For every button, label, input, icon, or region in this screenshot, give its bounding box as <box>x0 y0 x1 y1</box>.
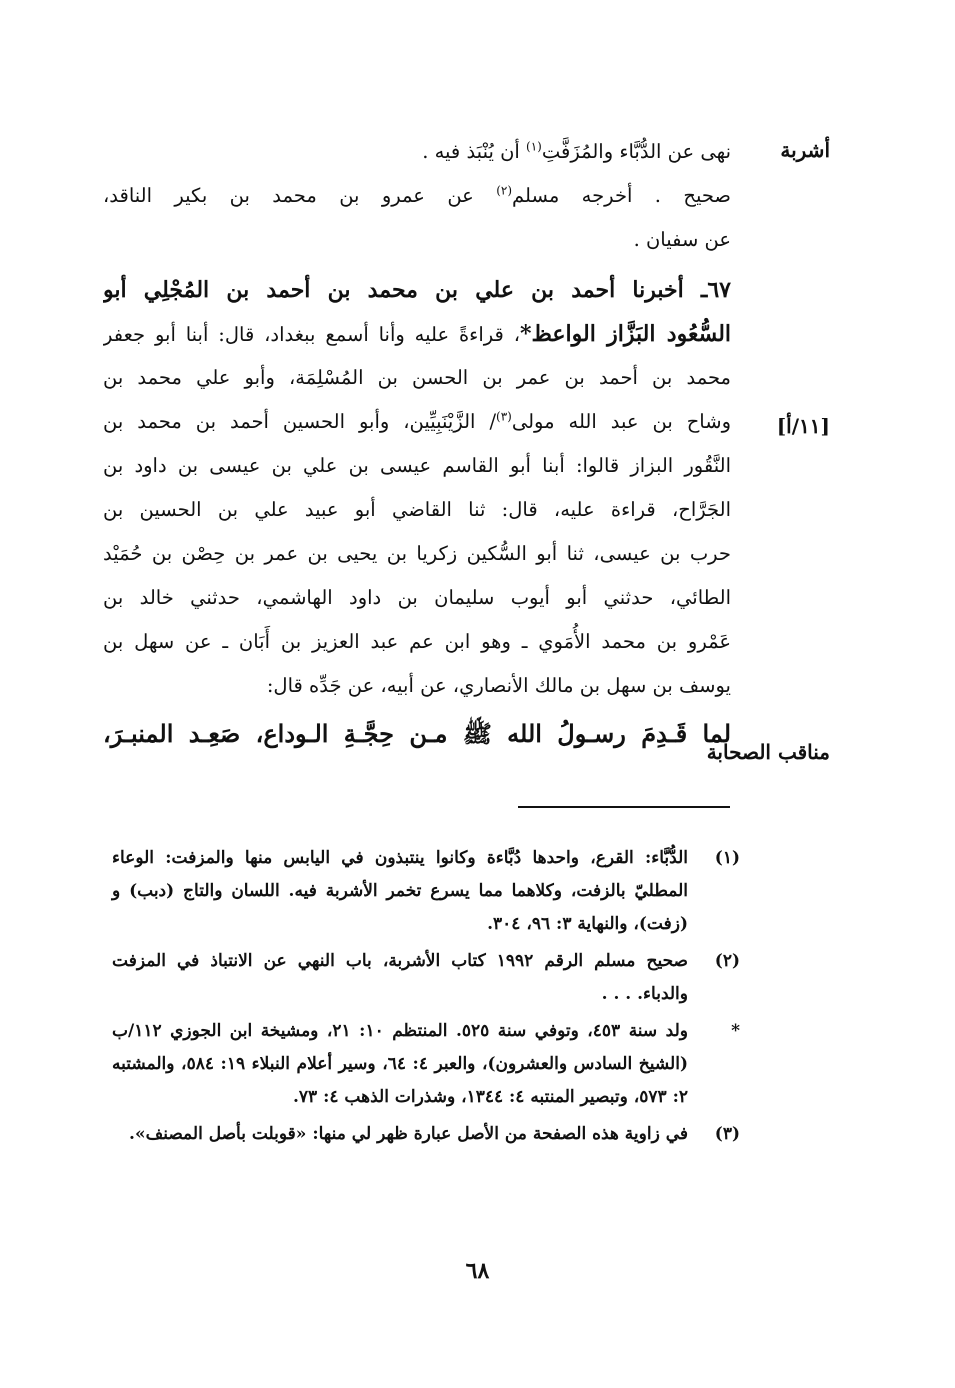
margin-note-folio: [١١/أ] <box>776 414 830 438</box>
text-line-1: نهى عن الدُّبَّاء والمُزَفَّتِ$^{(١)}$ أن يُنْبَذ فيه . <box>422 139 731 163</box>
footnote-number: (٢) <box>714 951 740 971</box>
footnote-number: * <box>731 1021 740 1041</box>
footnote-text: الدُّبَّاء: القرع، واحدها دُبَّاءة وكانوا ينتبذون في اليابس منها والمزفت: الوعاء المطليّ بالزفت، وكلاهما مما يسرع تخمر الأشربة فيه. اللسان والتاج (دبب) و (زفت)، والنهاية ٣: ٩٦، ٣٠٤. <box>112 848 688 934</box>
footnote-ref-3[interactable]: (٣) <box>496 409 512 424</box>
isnad-line-2: وشاح بن عبد الله مولى$^{(٣)}$/ الزَّيْنَبِيِّين، وأبو الحسين أحمد بن محمد بن <box>103 409 731 433</box>
isnad-line-4: الجَرَّاح، قراءة عليه، قال: ثنا القاضي أبو عبيد علي بن الحسين بن <box>103 498 731 521</box>
margin-note-manaqib: مناقب الصحابة <box>706 740 830 764</box>
isnad-line-6: الطائي، حدثني أبو أيوب سليمان بن داود الهاشمي، حدثني خالد بن <box>103 586 731 609</box>
footnotes <box>112 842 740 1155</box>
footnote-separator <box>518 806 730 808</box>
hadith-heading-line-2: السُّعُود البَزَّاز الواعظ*، قراءةً عليه وأنا أسمع ببغداد، قال: أبنا أبو جعفر <box>103 321 731 347</box>
margin-note-ashriba: أشربة <box>780 138 830 162</box>
isnad-line-8: يوسف بن سهل بن مالك الأنصاري، عن أبيه، عن جَدِّه قال: <box>266 674 731 697</box>
footnote-1 <box>112 842 740 941</box>
footnote-ref-2[interactable]: (٢) <box>496 183 513 198</box>
footnote-ref-1[interactable]: (١) <box>526 139 542 154</box>
footnote-text: صحيح مسلم الرقم ١٩٩٢ كتاب الأشربة، باب النهي عن الانتباذ في المزفت والدباء. . . . <box>112 951 688 1004</box>
isnad-line-1: محمد بن أحمد بن عمر بن الحسن بن المُسْلِمَة، وأبو علي محمد بن <box>103 366 731 389</box>
page-number: ٦٨ <box>465 1258 490 1284</box>
footnote-number: (١) <box>714 848 740 868</box>
footnote-number: (٣) <box>714 1124 740 1144</box>
isnad-line-5: حرب بن عيسى، ثنا أبو السُّكين زكريا بن يحيى بن عمر بن حِصْن بن حُمَيْد <box>103 542 731 565</box>
footnote-asterisk <box>112 1015 740 1114</box>
footnote-text: ولد سنة ٤٥٣، وتوفي سنة ٥٢٥. المنتظم ١٠: ٢١، ومشيخة ابن الجوزي ١١٢/ب (الشيخ السادس والعشرون)، والعبر ٤: ٦٤، وسير أعلام النبلاء ١٩: ٥٨٤، والمشتبه ٢: ٥٧٣، وتبصير المنتبه ٤: ١٣٤٤، وشذرات الذهب ٤: ٧٣. <box>112 1021 688 1107</box>
main-text <box>103 130 731 756</box>
text-line-3: عن سفيان . <box>633 228 731 251</box>
text-line-2: صحيح . أخرجه مسلم$^{(٢)}$ عن عمرو بن محمد بن بكير الناقد، <box>103 183 731 207</box>
isnad-line-7: عَمْرو بن محمد الأُمَوي ـ وهو ابن عم عبد العزيز بن أَبَان ـ عن سهل بن <box>103 630 731 653</box>
matn-line: لما قَـدِمَ رسـولُ الله ﷺ مـن حِجَّـةِ الـوداع، صَعِـد المنبـرَ، <box>103 719 731 748</box>
footnote-text: في زاوية هذه الصفحة من الأصل عبارة ظهر لي منها: «قوبلت بأصل المصنف». <box>129 1124 688 1144</box>
isnad-line-3: النَّقُور البزاز قالوا: أبنا أبو القاسم عيسى بن علي بن عيسى بن داود بن <box>103 454 731 477</box>
footnote-2 <box>112 945 740 1011</box>
hadith-heading-line-1: ٦٧ـ أخبرنا أحمد بن علي بن محمد بن أحمد بن المُجْلِي أبو <box>103 277 731 303</box>
footnote-3 <box>112 1118 740 1151</box>
